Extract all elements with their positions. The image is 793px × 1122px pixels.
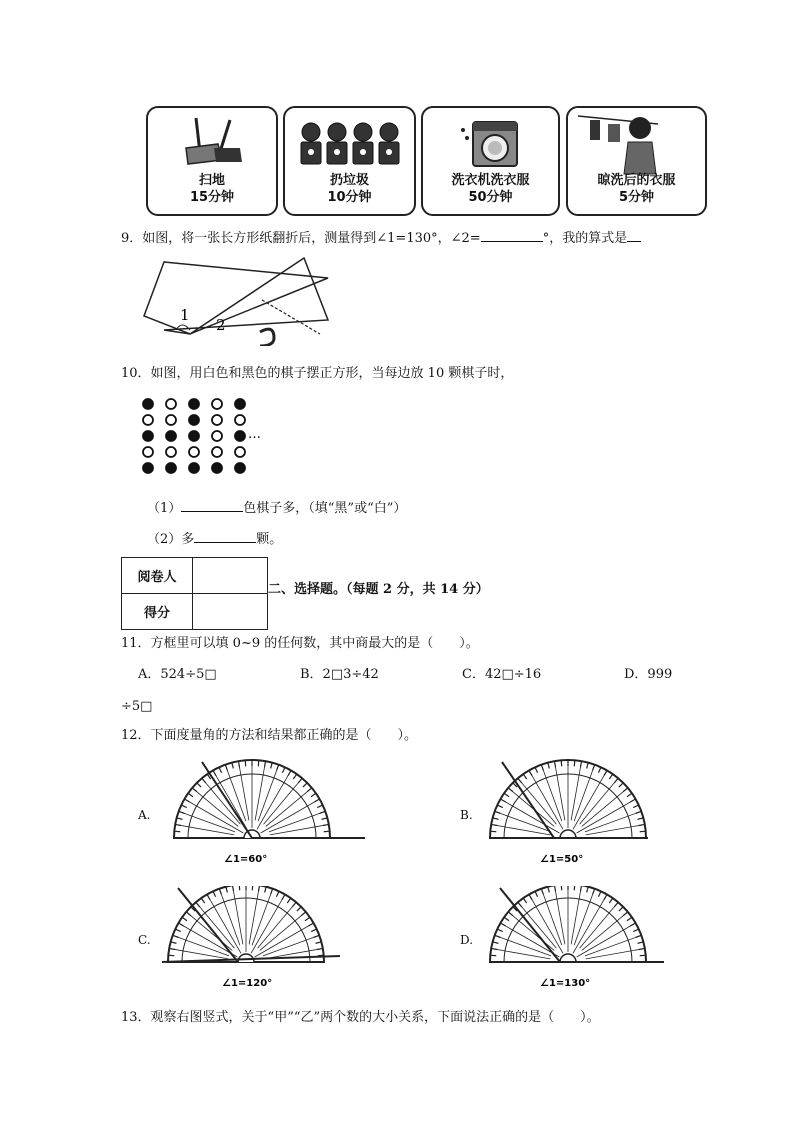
question-9 bbox=[121, 229, 641, 247]
score-label: 得分 bbox=[122, 594, 193, 630]
protractor-tick bbox=[245, 760, 246, 766]
black-stone bbox=[235, 399, 245, 409]
black-stone bbox=[235, 463, 245, 473]
protractor-d bbox=[482, 886, 694, 998]
white-stone bbox=[143, 447, 153, 457]
protractor-tick bbox=[574, 760, 575, 766]
broom-icon bbox=[148, 108, 276, 178]
white-stone bbox=[166, 447, 176, 457]
q12-option-b-letter[interactable]: B. bbox=[460, 808, 473, 822]
q11-option-d[interactable]: D．999 bbox=[624, 667, 673, 682]
protractor-tick bbox=[168, 955, 174, 956]
q11-option-d-continued: ÷5□ bbox=[121, 699, 153, 714]
white-stone bbox=[235, 415, 245, 425]
protractor-tick bbox=[561, 886, 562, 890]
card-caption: 扫地 15分钟 bbox=[189, 173, 235, 205]
black-stone bbox=[189, 431, 199, 441]
protractor-a-caption: ∠1=60° bbox=[224, 854, 268, 865]
black-stone bbox=[143, 431, 153, 441]
question-12-stem: 12．下面度量角的方法和结果都正确的是（ ）。 bbox=[121, 728, 418, 743]
question-11-stem: 11．方框里可以填 0~9 的任何数，其中商最大的是（ ）。 bbox=[121, 636, 479, 651]
angle-label-1: 1 bbox=[180, 306, 190, 324]
white-stone bbox=[189, 447, 199, 457]
card-caption: 扔垃圾 10分钟 bbox=[327, 173, 372, 205]
protractor-tick bbox=[490, 955, 496, 956]
q9-text-a: 9．如图，将一张长方形纸翻折后，测量得到∠1=130°，∠2= bbox=[121, 231, 481, 246]
protractor-b bbox=[482, 758, 694, 870]
q11-option-c[interactable]: C．42□÷16 bbox=[462, 667, 542, 682]
protractor-tick bbox=[258, 760, 259, 766]
black-stone bbox=[166, 431, 176, 441]
question-13-stem: 13．观察右图竖式，关于“甲”“乙”两个数的大小关系，下面说法正确的是（ ）。 bbox=[121, 1010, 600, 1025]
protractor-tick bbox=[574, 886, 575, 890]
protractor-c bbox=[160, 886, 372, 998]
white-stone bbox=[212, 431, 222, 441]
angle-label-2: 2 bbox=[216, 316, 226, 334]
reviewer-label: 阅卷人 bbox=[122, 558, 193, 594]
white-stone bbox=[212, 447, 222, 457]
q10-sub2-blank[interactable] bbox=[194, 530, 256, 543]
black-stone bbox=[143, 399, 153, 409]
reviewer-cell[interactable] bbox=[193, 558, 268, 594]
q12-option-d-letter[interactable]: D. bbox=[460, 933, 474, 947]
black-stone bbox=[143, 463, 153, 473]
black-stone bbox=[235, 431, 245, 441]
q12-option-a-letter[interactable]: A. bbox=[138, 808, 151, 822]
white-stone bbox=[235, 447, 245, 457]
protractor-tick bbox=[640, 831, 646, 832]
black-stone bbox=[166, 463, 176, 473]
protractor-a bbox=[160, 758, 372, 870]
card-caption: 晾洗后的衣服 5分钟 bbox=[597, 173, 676, 205]
white-stone bbox=[143, 415, 153, 425]
card-trash bbox=[283, 106, 416, 216]
protractor-c-caption: ∠1=120° bbox=[222, 978, 273, 989]
white-stone bbox=[212, 399, 222, 409]
white-stone bbox=[212, 415, 222, 425]
q11-option-b[interactable]: B．2□3÷42 bbox=[300, 667, 379, 682]
q11-option-a[interactable]: A．524÷5□ bbox=[138, 667, 217, 682]
card-caption: 洗衣机洗衣服 50分钟 bbox=[451, 173, 530, 205]
protractor-d-caption: ∠1=130° bbox=[540, 978, 591, 989]
protractor-tick bbox=[239, 886, 240, 890]
black-stone bbox=[189, 415, 199, 425]
protractor-tick bbox=[561, 760, 562, 766]
section-2-heading: 二、选择题。（每题 2 分，共 14 分） bbox=[268, 582, 489, 597]
score-cell[interactable] bbox=[193, 594, 268, 630]
protractor-tick bbox=[174, 831, 180, 832]
black-stone bbox=[189, 399, 199, 409]
protractor-tick bbox=[640, 955, 646, 956]
protractor-tick bbox=[324, 831, 330, 832]
hanging-clothes-icon bbox=[568, 108, 705, 178]
q9-formula-blank[interactable] bbox=[627, 229, 641, 242]
question-10: 10．如图，用白色和黑色的棋子摆正方形，当每边放 10 颗棋子时， bbox=[121, 366, 514, 381]
q10-sub1-blank[interactable] bbox=[181, 499, 243, 512]
washing-machine-icon bbox=[423, 108, 558, 178]
q9-answer-blank[interactable] bbox=[481, 229, 543, 242]
card-washing bbox=[421, 106, 560, 216]
card-sweep bbox=[146, 106, 278, 216]
dot-grid bbox=[140, 396, 270, 478]
protractor-tick bbox=[490, 831, 496, 832]
folded-paper-figure bbox=[140, 254, 340, 346]
black-stone bbox=[189, 463, 199, 473]
card-hanging bbox=[566, 106, 707, 216]
white-stone bbox=[166, 415, 176, 425]
q10-sub2: （2）多 颗。 bbox=[147, 532, 283, 547]
protractor-tick bbox=[252, 886, 253, 890]
white-stone bbox=[166, 399, 176, 409]
q9-text-b: °，我的算式是 bbox=[542, 231, 628, 246]
black-stone bbox=[212, 463, 222, 473]
protractor-b-caption: ∠1=50° bbox=[540, 854, 584, 865]
grading-table bbox=[121, 557, 268, 630]
q10-sub1: （1） 色棋子多，（填“黑”或“白”） bbox=[147, 501, 407, 516]
trash-bins-icon bbox=[285, 108, 414, 178]
q12-option-c-letter[interactable]: C. bbox=[138, 933, 151, 947]
dot-grid-ellipsis: … bbox=[248, 427, 261, 442]
